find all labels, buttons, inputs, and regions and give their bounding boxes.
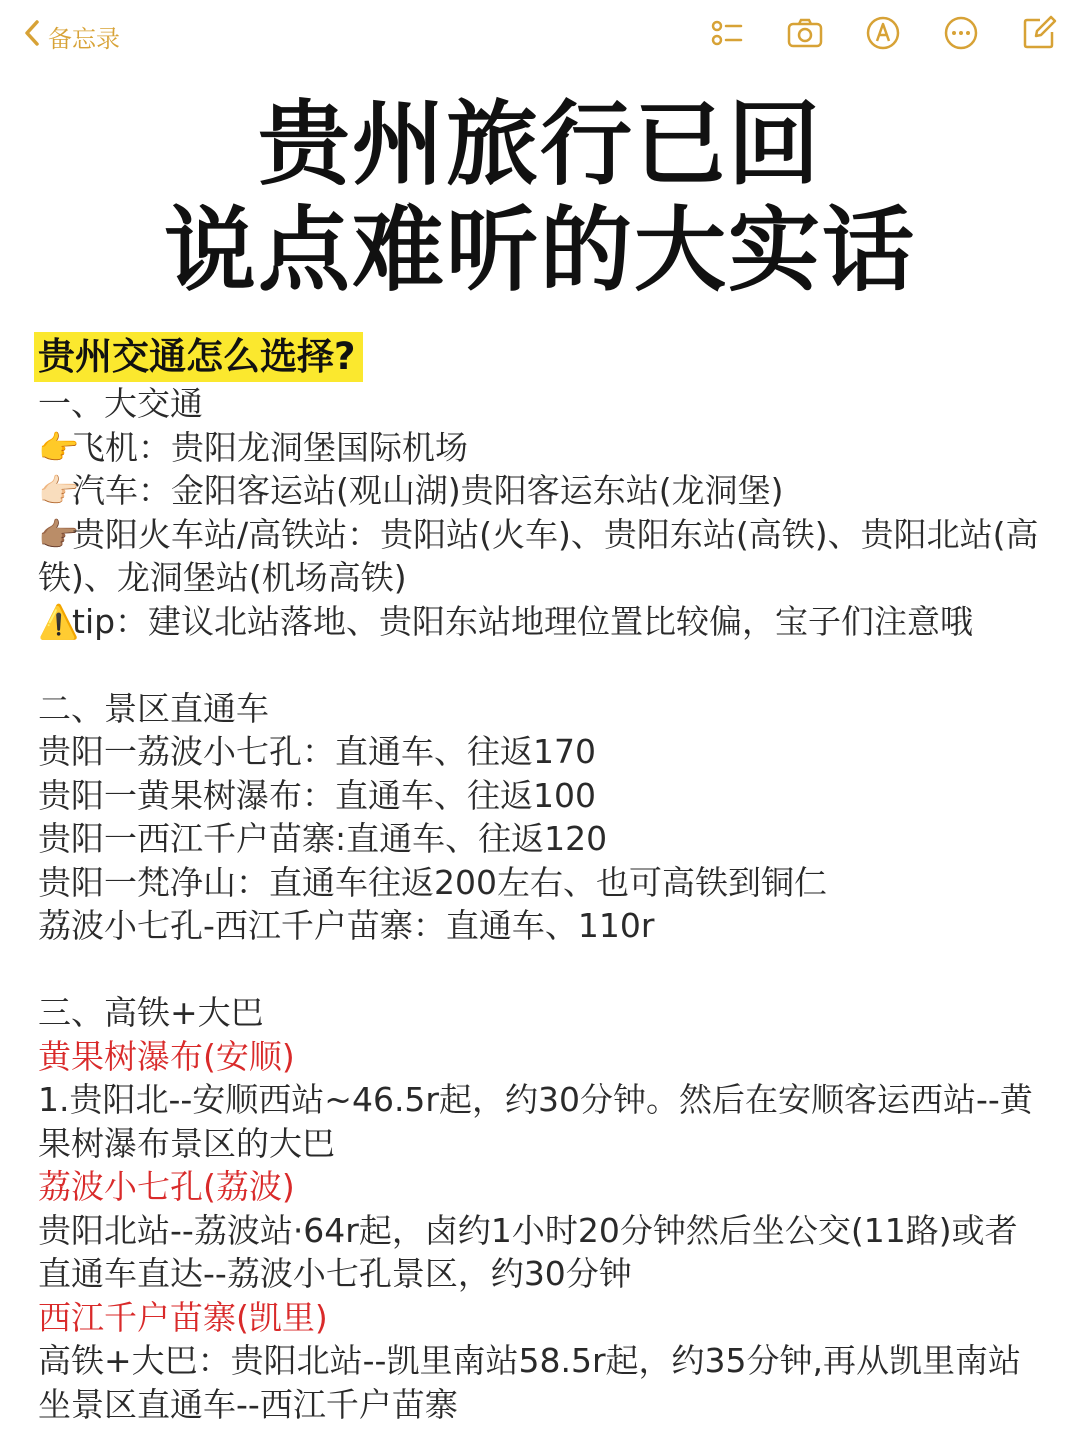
note-title: [0, 92, 1080, 304]
note-body: [38, 332, 1048, 1426]
pointing-hand-icon: 👉🏽: [38, 514, 80, 554]
plane-text: 飞机：贵阳龙洞堡国际机场: [72, 427, 468, 467]
more-icon[interactable]: [942, 14, 980, 52]
bus-line: [38, 469, 1048, 513]
shuttle-line: 荔波小七孔-西江千户苗寨：直通车、110r: [38, 906, 655, 945]
shuttle-line: 贵阳一西江千户苗寨:直通车、往返120: [38, 819, 608, 858]
part3-heading: 三、高铁+大巴: [38, 993, 264, 1032]
train-text: 贵阳火车站/高铁站：贵阳站(火车)、贵阳东站(高铁)、贵阳北站(高铁)、龙洞堡站(机场高铁): [38, 514, 1039, 597]
warning-icon: ⚠️: [38, 601, 80, 641]
chevron-left-icon: [22, 18, 42, 54]
pointing-hand-icon: 👉🏻: [38, 471, 80, 510]
back-button[interactable]: [22, 16, 120, 56]
tip-text: tip：建议北站落地、贵阳东站地理位置比较偏，宝子们注意哦: [72, 601, 974, 641]
notes-toolbar: [0, 0, 1080, 76]
destination-title: 黄果树瀑布(安顺): [38, 1036, 295, 1076]
pointing-hand-icon: 👉: [38, 427, 80, 467]
plane-line: [38, 426, 1048, 470]
part2-heading: 二、景区直通车: [38, 688, 269, 728]
bus-text: 汽车：金阳客运站(观山湖)贵阳客运东站(龙洞堡): [72, 471, 784, 510]
train-line: [38, 513, 1048, 600]
section-heading: 贵州交通怎么选择?: [34, 332, 363, 382]
part1-heading: 一、大交通: [38, 384, 203, 423]
camera-icon[interactable]: [786, 14, 824, 52]
destination-title: 荔波小七孔(荔波): [38, 1167, 295, 1206]
back-label: 备忘录: [48, 24, 120, 53]
destination-detail: 高铁+大巴：贵阳北站--凯里南站58.5r起，约35分钟,再从凯里南站坐景区直通车--西江千户苗寨: [38, 1341, 1021, 1424]
tip-line: [38, 600, 1048, 644]
shuttle-line: 贵阳一黄果树瀑布：直通车、往返100: [38, 775, 596, 815]
shuttle-line: 贵阳一荔波小七孔：直通车、往返170: [38, 732, 596, 771]
title-line-2: 说点难听的大实话: [163, 197, 916, 304]
destination-detail: 贵阳北站--荔波站·64r起，卤约1小时20分钟然后坐公交(11路)或者直通车直达--荔波小七孔景区，约30分钟: [38, 1210, 1018, 1293]
checklist-icon[interactable]: [708, 14, 746, 52]
shuttle-line: 贵阳一梵净山：直通车往返200左右、也可高铁到铜仁: [38, 862, 827, 902]
title-line-1: 贵州旅行已回: [257, 91, 822, 198]
destination-title: 西江千户苗寨(凯里): [38, 1297, 328, 1337]
destination-detail: 1.贵阳北--安顺西站~46.5r起，约30分钟。然后在安顺客运西站--黄果树瀑布景区的大巴: [38, 1080, 1033, 1163]
markup-icon[interactable]: [864, 14, 902, 52]
compose-icon[interactable]: [1020, 14, 1058, 52]
